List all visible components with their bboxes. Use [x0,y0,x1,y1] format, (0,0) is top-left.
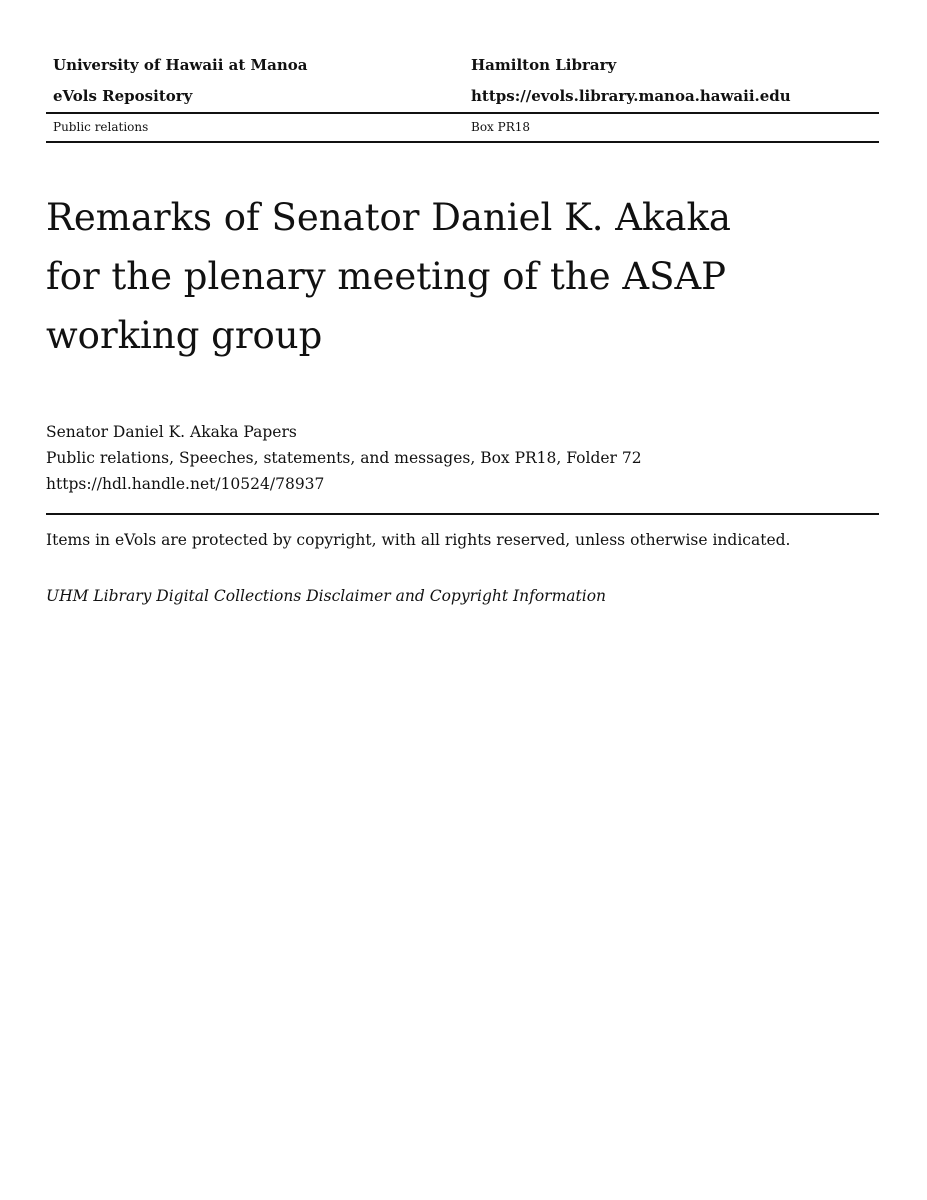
handle-link[interactable]: https://hdl.handle.net/10524/78937 [46,475,325,493]
disclaimer-link[interactable]: UHM Library Digital Collections Disclaimer and Copyright Information [46,587,607,605]
series-name: Public relations [53,120,149,134]
rights-statement: Items in eVols are protected by copyright, with all rights reserved, unless otherwise indicated. [46,531,791,549]
header-row-2 [46,81,879,112]
institution-name: University of Hawaii at Manoa [53,56,308,74]
box-label: Box PR18 [471,120,531,134]
repository-url[interactable]: https://evols.library.manoa.hawaii.edu [471,87,791,105]
library-name: Hamilton Library [471,56,617,74]
header-table [46,50,879,143]
header-bottom-divider [46,141,879,143]
header-row-3 [46,114,879,141]
section-divider [46,513,879,515]
document-metadata [46,419,879,497]
folder-location: Public relations, Speeches, statements, and messages, Box PR18, Folder 72 [46,449,642,467]
document-title: Remarks of Senator Daniel K. Akaka for the plenary meeting of the ASAP working group [46,196,731,357]
header-row-1 [46,50,879,81]
repository-name: eVols Repository [53,87,193,105]
collection-name: Senator Daniel K. Akaka Papers [46,423,297,441]
